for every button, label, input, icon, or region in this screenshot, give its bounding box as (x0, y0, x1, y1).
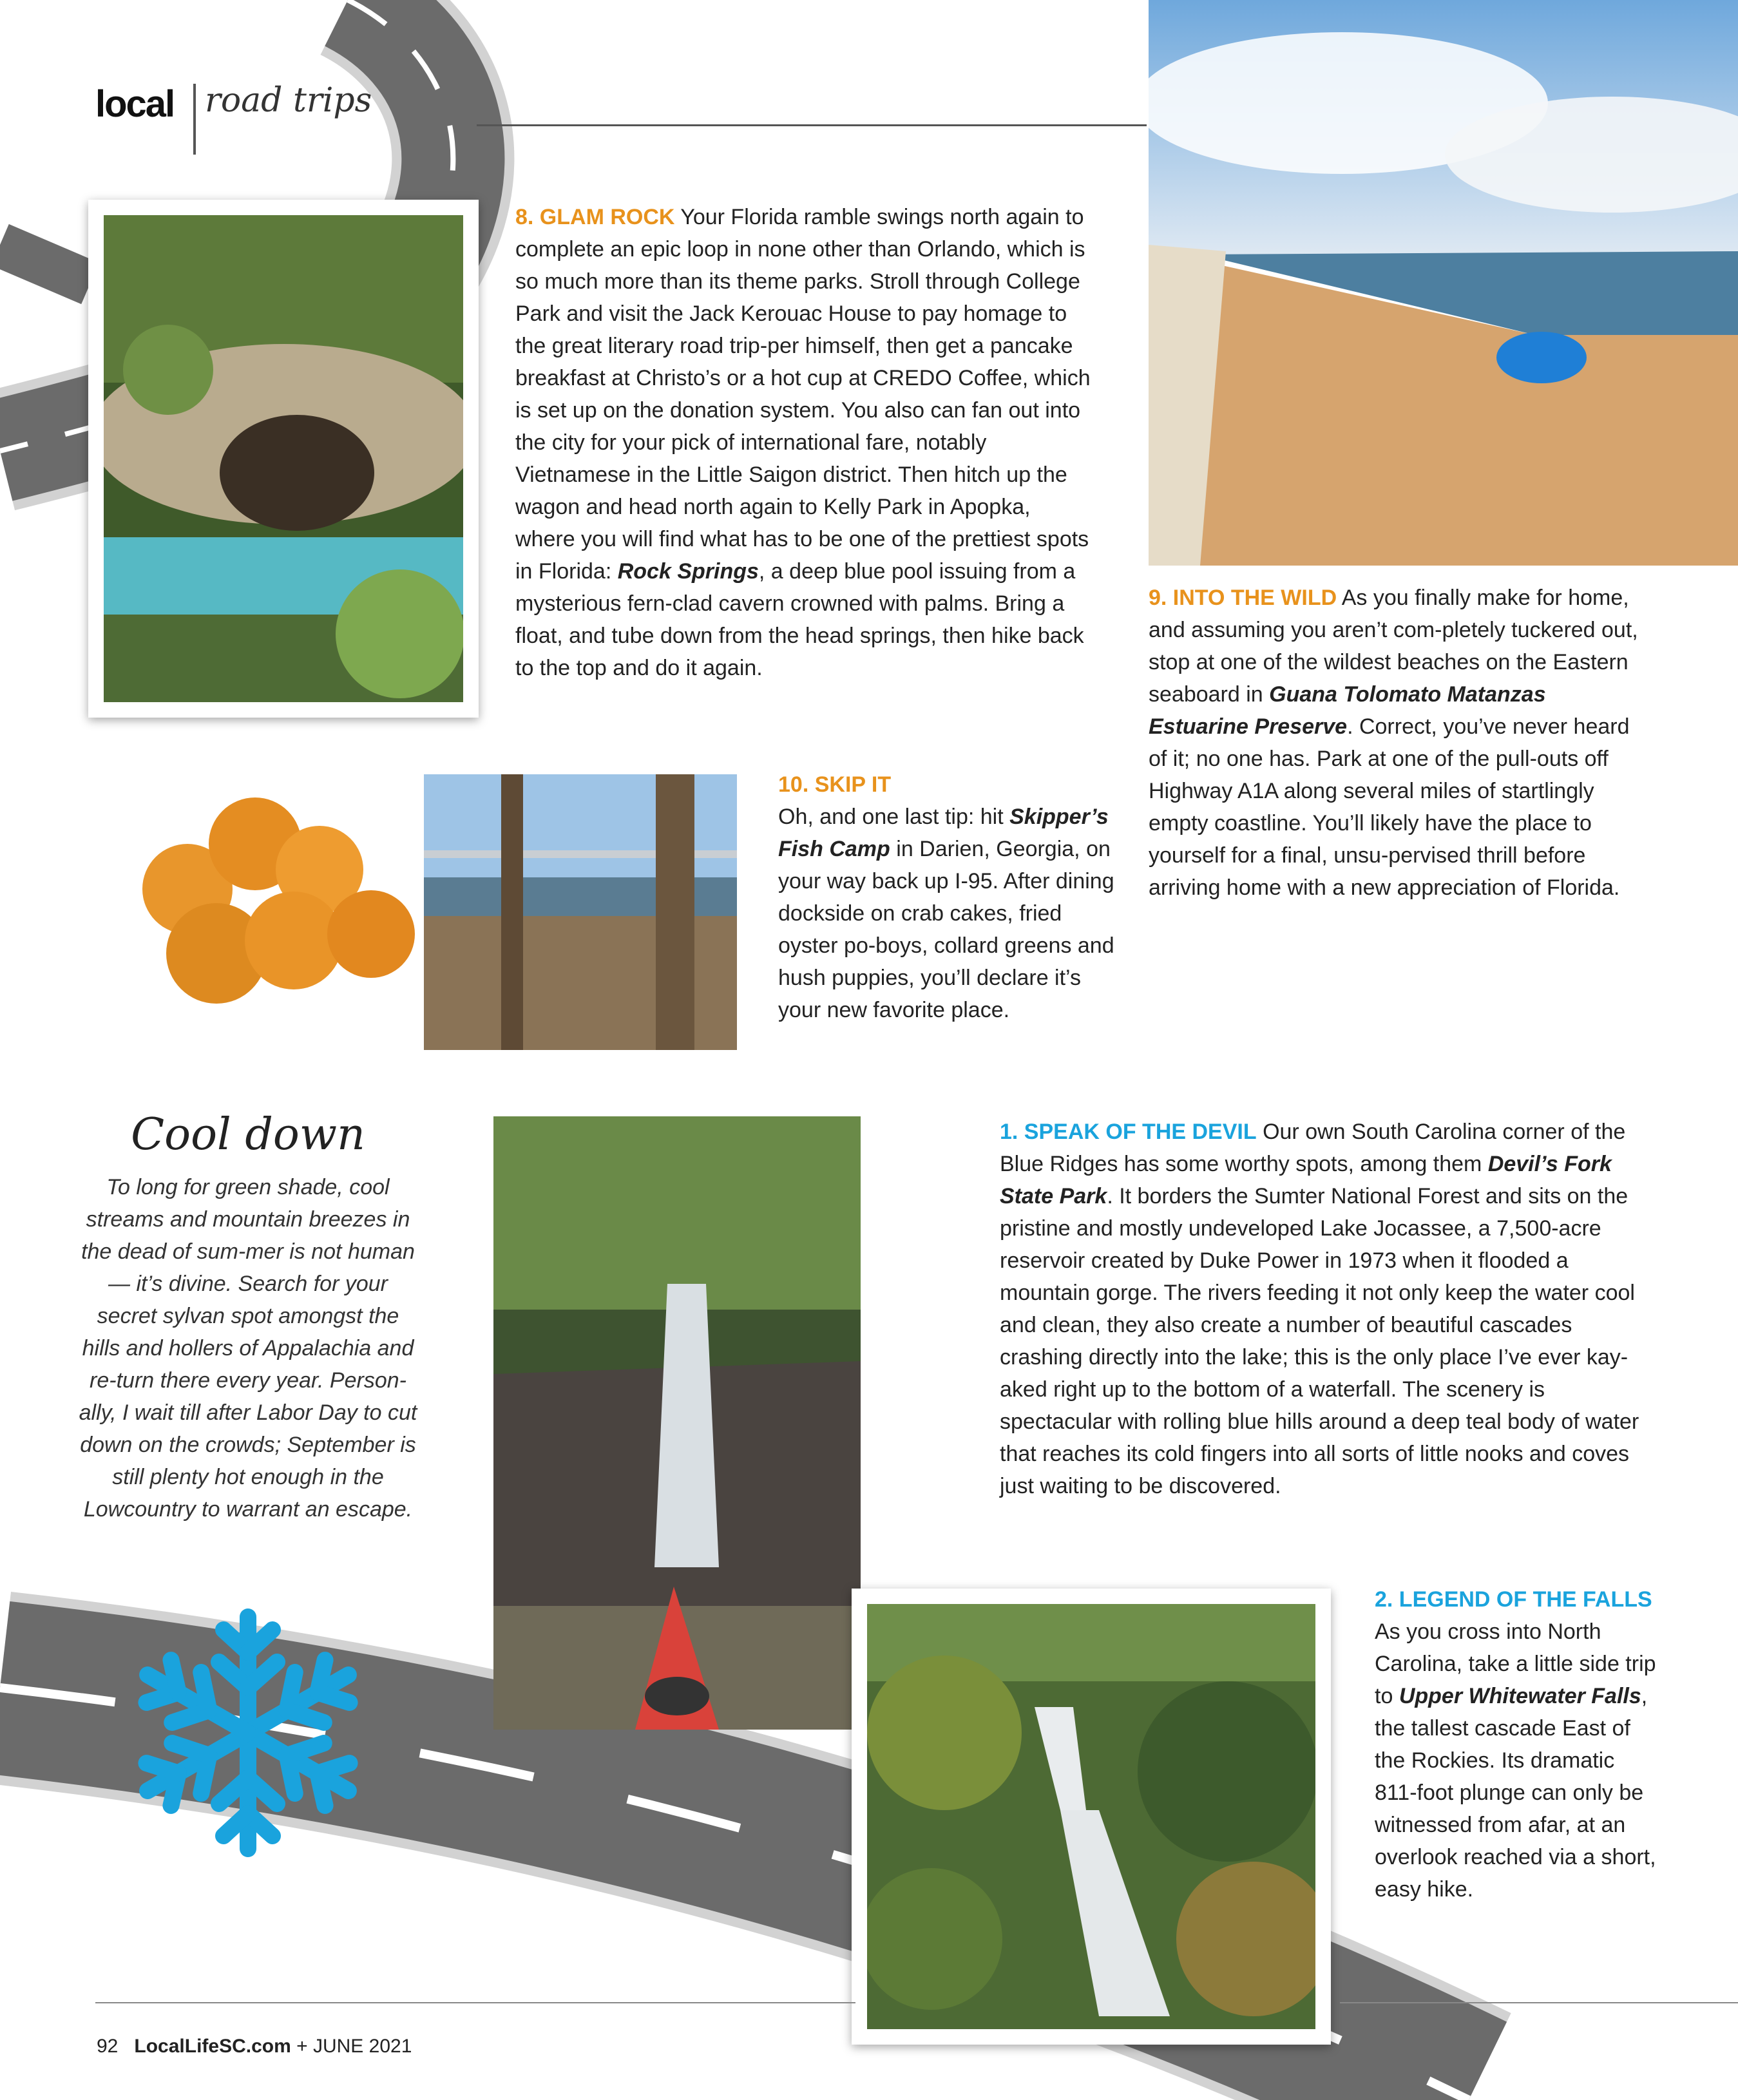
speak-of-the-devil-heading: 1. SPEAK OF THE DEVIL (1000, 1120, 1257, 1144)
story-speak-of-the-devil (1000, 1116, 1644, 1502)
brand-logo: local (95, 83, 175, 125)
rock-springs-photo (104, 215, 463, 702)
footer (97, 2036, 412, 2057)
footer-rule-right (1340, 2002, 1738, 2003)
snowflake-icon (129, 1598, 367, 1868)
section-title: road trips (205, 81, 372, 120)
into-the-wild-text-b: . Correct, you’ve never heard of it; no one has. Park at one of the pull-outs off Highway A1A along several miles of startlingly empty coastline. You’ll likely have the place to yourself for a final, unsu-pervised thrill before arriving home with a new appreciation of Florida. (1149, 714, 1630, 900)
kayak-waterfall-photo (493, 1116, 861, 1730)
footer-rule (95, 2002, 855, 2003)
skip-it-text-a: Oh, and one last tip: hit (778, 805, 1010, 829)
beach-photo (1149, 0, 1738, 566)
skip-it-heading: 10. SKIP IT (778, 772, 892, 797)
skip-it-text-b: in Darien, Georgia, on your way back up I-95. After dining dockside on crab cakes, fried oyster po-boys, collard greens and hush puppies, you’ll declare it’s your new favorite place. (778, 837, 1114, 1022)
sidebar-text: To long for green shade, cool streams and mountain breezes in the dead of sum-mer is not human — it’s divine. Search for your secret sylvan spot amongst the hills and hollers of Appalachia and re-turn there every year. Person-ally, I wait till after Labor Day to cut down on the crowds; September is still plenty hot enough in the Lowcountry to warrant an escape. (79, 1175, 417, 1522)
story-legend-of-the-falls (1375, 1583, 1658, 1905)
speak-of-the-devil-text-a: Our own South Carolina corner of the Blue Ridges has some worthy spots, among them (1000, 1120, 1626, 1176)
story-skip-it (778, 768, 1120, 1026)
brand-divider (193, 84, 196, 155)
legend-of-the-falls-heading: 2. LEGEND OF THE FALLS (1375, 1587, 1652, 1612)
footer-issue: + JUNE 2021 (296, 2036, 412, 2057)
glam-rock-text-a: Your Florida ramble swings north again to complete an epic loop in none other than Orlando, which is so much more than its theme parks. Stroll through College Park and visit the Jack Kerouac House to pay homage to the great literary road trip-per himself, then get a pancake breakfast at Christo’s or a hot cup at CREDO Coffee, which is set up on the donation system. You also can fan out into the city for your pick of international fare, notably Vietnamese in the Little Saigon district. Then hitch up the wagon and head north again to Kelly Park in Apopka, where you will find what has to be one of the prettiest spots in Florida: (515, 205, 1091, 584)
skip-it-highlight: Skipper’s Fish Camp (778, 805, 1109, 861)
speak-of-the-devil-text-b: . It borders the Sumter National Forest and sits on the pristine and mostly undeveloped Lake Jocassee, a 7,500-acre reservoir created by Duke Power in 1973 when it flooded a mountain gorge. The rivers feeding it not only keep the water cool and clean, they also create a number of beautiful cascades crashing directly into the lake; this is the only place I’ve ever kay-aked right up to the bottom of a waterfall. The scenery is spectacular with rolling blue hills around a deep teal body of water that reaches its cold fingers into all sorts of little nooks and coves just waiting to be discovered. (1000, 1184, 1639, 1498)
whitewater-falls-photo-frame (852, 1589, 1331, 2045)
into-the-wild-heading: 9. INTO THE WILD (1149, 586, 1337, 610)
legend-of-the-falls-text-a: As you cross into North Carolina, take a little side trip to (1375, 1619, 1656, 1708)
story-glam-rock (515, 201, 1095, 684)
speak-of-the-devil-highlight: Devil’s Fork State Park (1000, 1152, 1612, 1208)
glam-rock-highlight: Rock Springs (617, 559, 759, 584)
legend-of-the-falls-text-b: , the tallest cascade East of the Rockies. Its dramatic 811-foot plunge can only be witnessed from afar, at an overlook reached via a short, easy hike. (1375, 1684, 1656, 1902)
story-into-the-wild (1149, 582, 1651, 904)
sidebar-title: Cool down (131, 1109, 365, 1160)
rock-springs-photo-frame (88, 200, 479, 718)
dock-photo (424, 774, 737, 1050)
whitewater-falls-photo (867, 1604, 1315, 2029)
legend-of-the-falls-highlight: Upper Whitewater Falls (1399, 1684, 1641, 1708)
glam-rock-text-b: , a deep blue pool issuing from a mysterious fern-clad cavern crowned with palms. Bring a float, and tube down from the head springs, then hike back to the top and do it again. (515, 559, 1084, 680)
into-the-wild-text-a: As you finally make for home, and assuming you aren’t com-pletely tuckered out, stop at one of the wildest beaches on the Eastern seaboard in (1149, 586, 1638, 707)
footer-site: LocalLifeSC.com (134, 2036, 291, 2057)
into-the-wild-highlight: Guana Tolomato Matanzas Estuarine Preserve (1149, 682, 1546, 739)
page-number: 92 (97, 2036, 119, 2057)
hush-puppies-photo (126, 792, 423, 1024)
header-rule (477, 124, 1147, 126)
glam-rock-heading: 8. GLAM ROCK (515, 205, 675, 229)
